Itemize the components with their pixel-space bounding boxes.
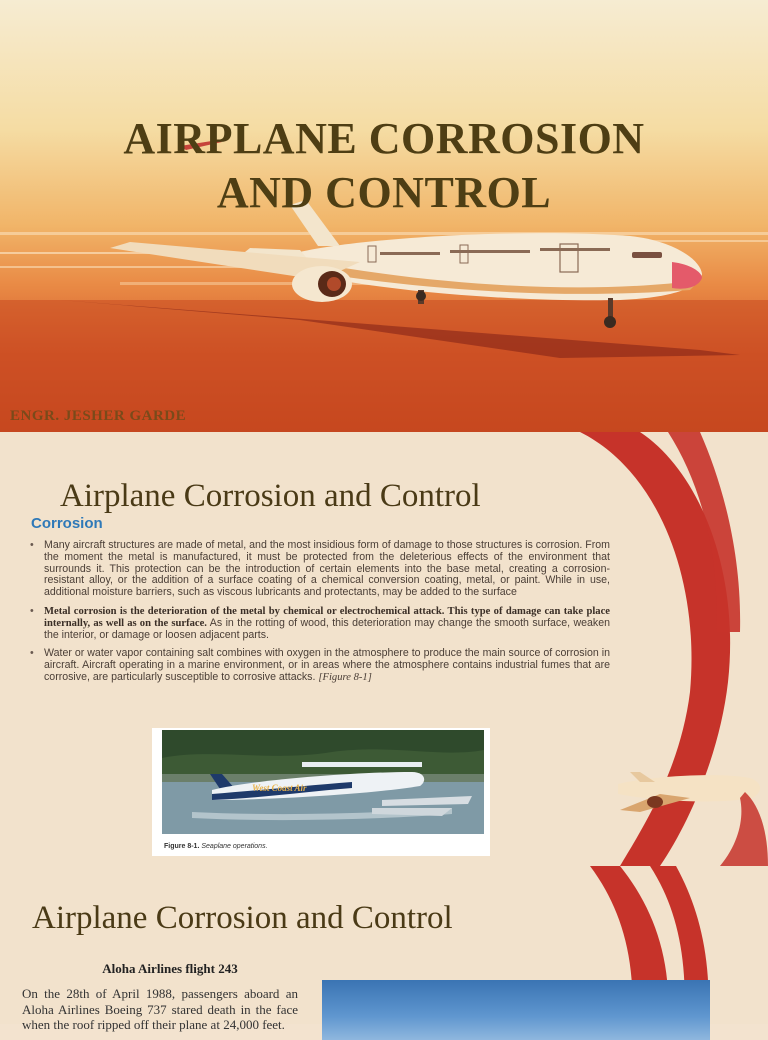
seaplane-figure [152,728,490,856]
figure-reference: [Figure 8-1] [318,671,372,683]
bullet-list [30,540,610,691]
aloha-slide [0,866,768,1032]
list-item [30,540,610,599]
bullet-text: As in the rotting of wood, this deterioration may change the smooth surface, weaken the interior, or damage or loosen adjacent parts. [44,616,610,641]
flight-heading: Aloha Airlines flight 243 [102,961,238,976]
list-item [30,606,610,641]
title-line-2: AND CONTROL [216,168,552,217]
incident-paragraph: On the 28th of April 1988, passengers aboard an Aloha Airlines Boeing 737 stared death in the face when the roof ripped off their plane at 24,000 feet. [22,986,298,1032]
title-slide [0,0,768,432]
corrosion-slide [0,432,768,866]
seaplane-livery-text: West Coast Air [252,783,307,793]
title-line-1: AIRPLANE CORROSION [123,114,645,163]
slide-title: Airplane Corrosion and Control [60,478,481,514]
figure-caption-text: Seaplane operations. [201,843,268,850]
aloha-photo [322,980,710,1040]
figure-caption [164,843,268,850]
seaplane-photo [152,728,490,856]
presentation-title [0,112,768,220]
slide-title: Airplane Corrosion and Control [32,900,453,936]
bullet-text: Many aircraft structures are made of metal, and the most insidious form of damage to those structures is corrosion. From the moment the metal is manufactured, it must be protected from the deleterious effects of the environment that surrounds it. This protection can be the introduction of certain elements into the base metal, creating a corrosion-resistant alloy, or the addition of a surface coating of a chemical conversion coating, metal, or paint. While in use, additional moisture barriers, such as viscous lubricants and protectants, may be added to the surface [44,539,610,599]
bullet-bold-text: Metal corrosion is the deterioration of the metal by chemical or electrochemical attack. This type of damage can take place internally, as well as on the surface. [44,605,610,629]
bullet-text: Water or water vapor containing salt combines with oxygen in the atmosphere to produce the main source of corrosion in aircraft. Aircraft operating in a marine environment, or in areas where the atmosphere contains industrial fumes that are corrosive, are particularly susceptible to corrosive attacks. [44,647,610,683]
list-item [30,648,610,683]
figure-label: Figure 8-1. [164,843,200,850]
section-subtitle: Corrosion [31,515,103,532]
author-name: ENGR. JESHER GARDE [10,408,187,424]
